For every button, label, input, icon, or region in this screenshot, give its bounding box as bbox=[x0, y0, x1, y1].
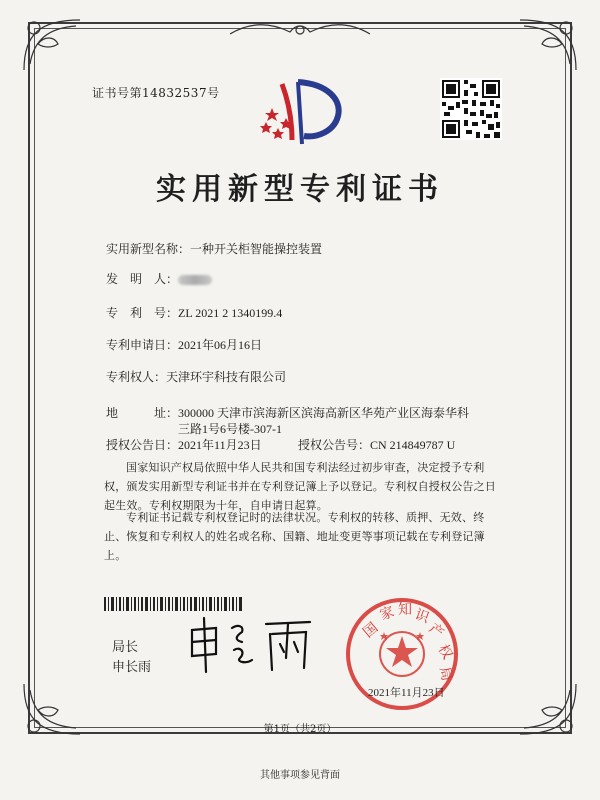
field-inventor bbox=[106, 270, 212, 287]
field-value: 2021年11月23日 bbox=[178, 438, 262, 452]
svg-text:家: 家 bbox=[377, 603, 397, 624]
field-label: 专 利 号： bbox=[106, 306, 179, 320]
field-address-line2 bbox=[178, 420, 282, 437]
ornament-top-right bbox=[500, 14, 580, 74]
svg-text:知: 知 bbox=[398, 602, 412, 618]
field-application-date bbox=[106, 336, 262, 353]
field-grant-number bbox=[298, 436, 455, 453]
footer-note: 其他事项参见背面 bbox=[260, 770, 340, 781]
paragraph-grant-statement: 国家知识产权局依照中华人民共和国专利法经过初步审查，决定授予专利权，颁发实用新型专利证书并在专利登记簿上予以登记。专利权自授权公告之日起生效。专利权期限为十年，自申请日起算。 bbox=[104, 461, 496, 512]
field-value: 2021年06月16日 bbox=[178, 338, 263, 352]
page-indicator: 第1页（共2页） bbox=[263, 724, 337, 735]
svg-text:权: 权 bbox=[434, 642, 456, 663]
handwritten-signature bbox=[186, 612, 316, 676]
svg-text:识: 识 bbox=[412, 606, 432, 627]
patent-office-logo bbox=[258, 78, 348, 150]
field-label: 专利申请日： bbox=[106, 338, 179, 352]
svg-text:国: 国 bbox=[360, 619, 382, 642]
field-label: 实用新型名称： bbox=[106, 242, 191, 256]
field-label: 地 址： bbox=[106, 406, 179, 420]
field-value: CN 214849787 U bbox=[370, 438, 456, 452]
paragraph-legal-status: 专利证书记载专利权登记时的法律状况。专利权的转移、质押、无效、终止、恢复和专利权人的姓名或名称、国籍、地址变更等事项记载在专利登记簿上。 bbox=[104, 511, 485, 562]
field-value: 天津环宇科技有限公司 bbox=[166, 370, 287, 384]
field-utility-model-name bbox=[106, 240, 322, 257]
field-value: 三路1号6号楼-307-1 bbox=[178, 422, 282, 436]
field-patentee bbox=[106, 368, 286, 385]
director-name: 申长雨 bbox=[112, 660, 152, 675]
ornament-top-center bbox=[230, 20, 370, 42]
certificate-title: 实用新型专利证书 bbox=[156, 172, 444, 207]
redacted-inventor bbox=[178, 275, 212, 285]
field-value: ZL 2021 2 1340199.4 bbox=[178, 306, 283, 320]
field-patent-number bbox=[106, 304, 282, 321]
field-label: 发 明 人： bbox=[106, 272, 179, 286]
svg-text:产: 产 bbox=[425, 620, 447, 642]
field-address bbox=[106, 404, 469, 421]
field-label: 专利权人： bbox=[106, 370, 167, 384]
svg-text:局: 局 bbox=[436, 665, 455, 683]
field-label: 授权公告号： bbox=[298, 438, 371, 452]
field-grant-date bbox=[106, 436, 262, 453]
certificate-number: 证书号第14832537号 bbox=[92, 86, 220, 100]
director-title: 局长 bbox=[112, 640, 139, 655]
field-value: 300000 天津市滨海新区滨海高新区华苑产业区海泰华科 bbox=[178, 406, 470, 420]
field-label: 授权公告日： bbox=[106, 438, 179, 452]
barcode bbox=[104, 597, 244, 611]
ornament-top-left bbox=[20, 14, 100, 74]
field-value: 一种开关柜智能操控装置 bbox=[190, 242, 323, 256]
seal-date: 2021年11月23日 bbox=[368, 687, 445, 699]
qr-code bbox=[440, 78, 502, 140]
